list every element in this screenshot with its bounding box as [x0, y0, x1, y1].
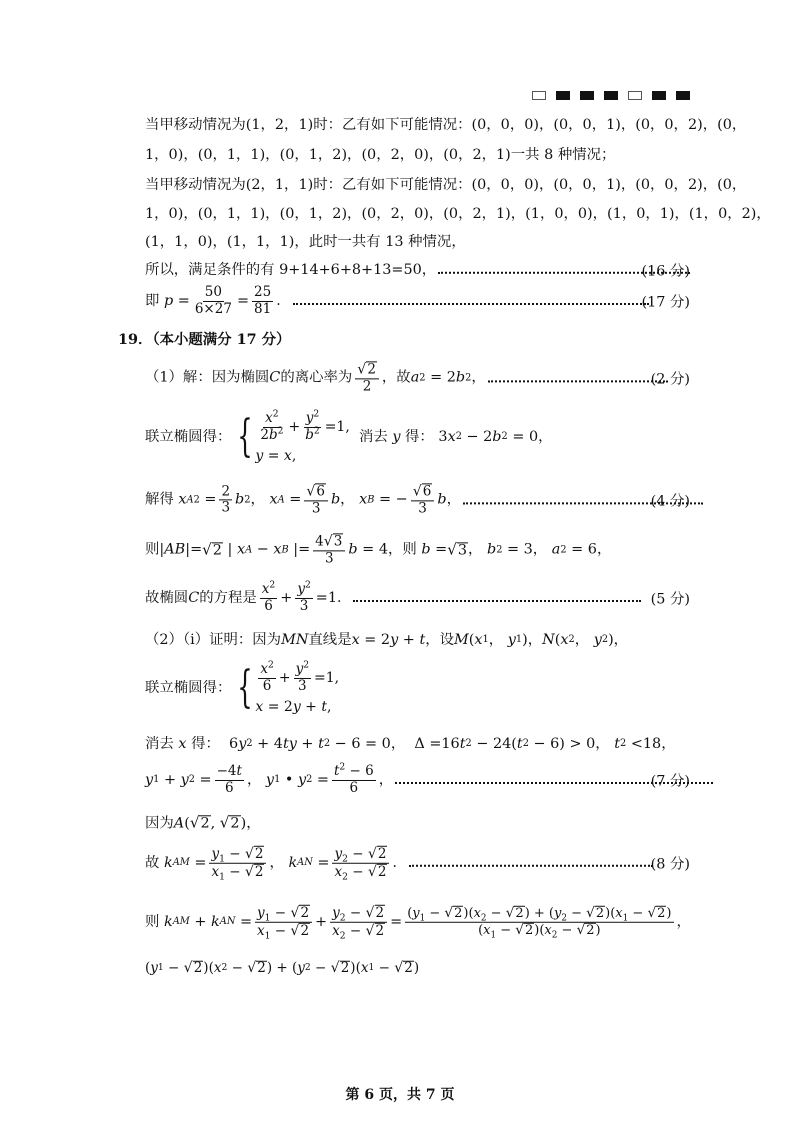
score-17: (17 分) [641, 294, 690, 311]
header-mark [580, 91, 594, 100]
header-mark [676, 91, 690, 100]
page-footer: 第 6 页，共 7 页 [345, 1087, 455, 1103]
header-mark [556, 91, 570, 100]
header-mark [604, 91, 618, 100]
score-2: (2 分) [650, 371, 690, 388]
header-mark [628, 91, 642, 100]
header-mark [652, 91, 666, 100]
score-5: (5 分) [650, 591, 690, 608]
score-4: (4 分) [650, 493, 690, 510]
score-7: (7 分) [650, 773, 690, 790]
header-mark [532, 91, 546, 100]
score-8: (8 分) [650, 856, 690, 873]
score-16: (16 分) [641, 263, 690, 280]
